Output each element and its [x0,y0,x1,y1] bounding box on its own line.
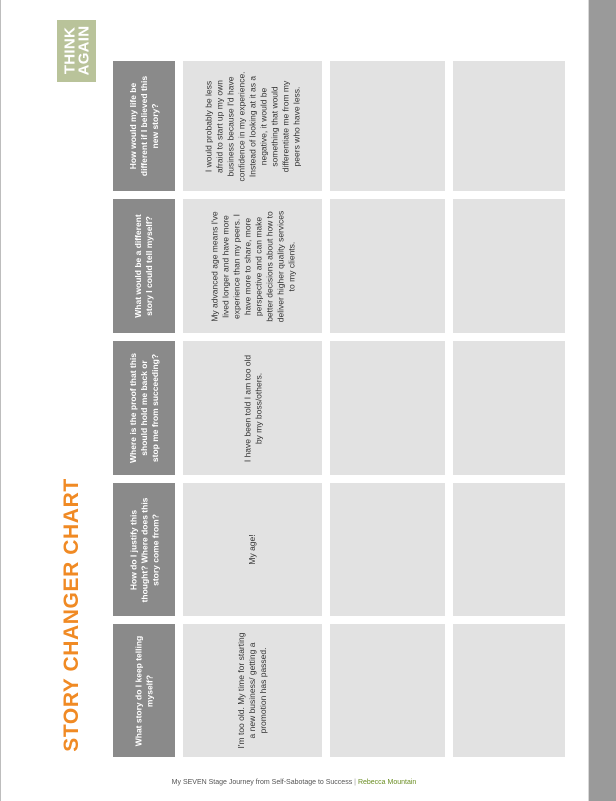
answer-cell [183,61,322,191]
question-text: Where is the proof that this should hold me back or stop me from succeeding? [127,352,160,464]
question-cell [113,341,175,475]
blank-answer-cell [330,624,445,757]
blank-answer-cell [330,483,445,616]
blank-answer-cell [453,624,565,757]
answer-text: I would probably be less afraid to start up my own business because I'd have confidence in my experience. Instead of looking at it as a negative, it would be something that would differentiate me from my peers who have less. [203,70,301,182]
question-cell [113,624,175,757]
page-right-band [588,0,616,801]
footer-separator: | [354,779,356,786]
answer-cell [183,199,322,333]
answer-text: My advanced age means I've lived longer and have more experience than my peers. I have more to share, more perspective and can make better decisions about how to deliver higher quality services to my clients. [208,210,296,322]
answer-text: My age! [247,534,257,565]
question-text: How would my life be different if I believed this new story? [127,75,160,177]
answer-cell [183,483,322,616]
page-title: STORY CHANGER CHART [60,478,83,752]
footer [0,779,588,786]
question-text: What would be a different story I could tell myself? [133,214,154,318]
blank-answer-cell [330,341,445,475]
answer-cell [183,624,322,757]
blank-answer-cell [453,199,565,333]
question-cell [113,61,175,191]
blank-answer-cell [453,61,565,191]
question-cell [113,199,175,333]
footer-author: Rebecca Mountain [357,779,417,786]
blank-answer-cell [453,483,565,616]
question-text: What story do I keep telling myself? [133,635,154,746]
think-again-badge [57,20,96,82]
think-again-label: THINK AGAIN [61,25,92,76]
blank-answer-cell [330,61,445,191]
answer-cell [183,341,322,475]
blank-answer-cell [330,199,445,333]
footer-book-title: My SEVEN Stage Journey from Self-Sabotage to Success [171,779,353,786]
question-cell [113,483,175,616]
page-left-rule [0,0,1,801]
question-text: How do I justify this thought? Where does this story come from? [127,497,160,602]
blank-answer-cell [453,341,565,475]
answer-text: I'm too old. My time for starting a new business/ getting a promotion has passed. [236,632,268,749]
answer-text: I have been told I am too old by my boss/others. [241,354,263,462]
